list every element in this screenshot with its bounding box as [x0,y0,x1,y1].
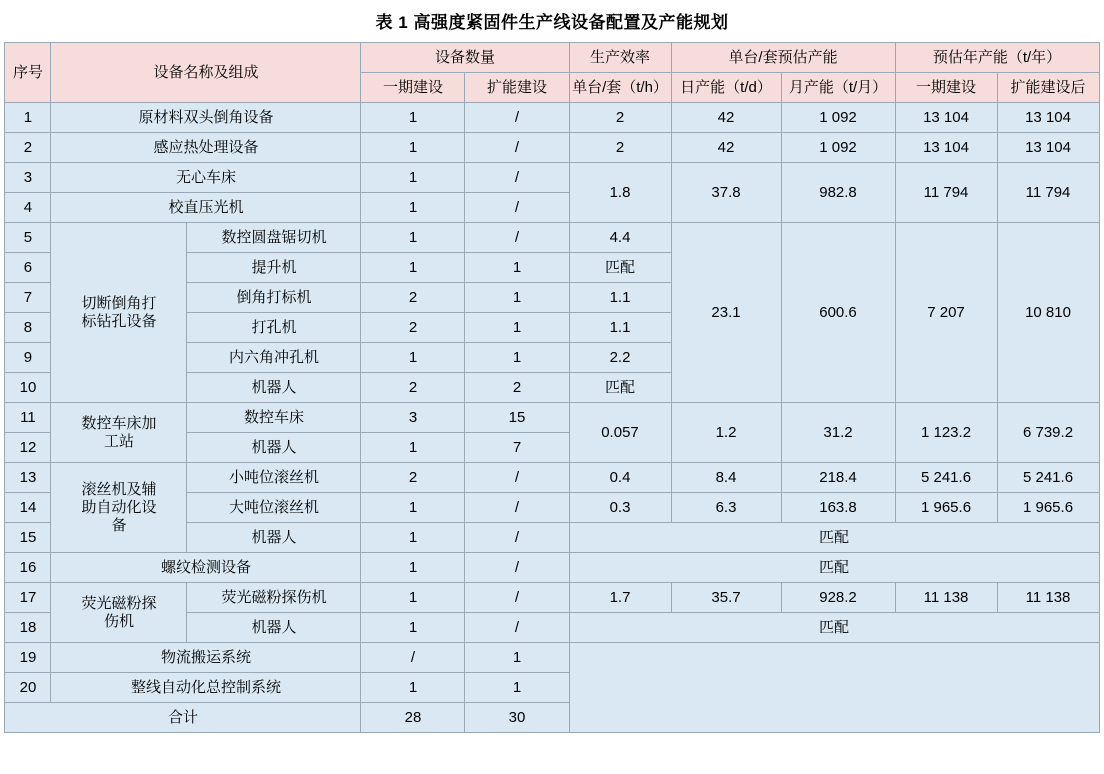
cell-qty2: / [465,613,569,643]
cell-seq: 9 [5,343,51,373]
group-line-2: 伤机 [103,612,134,630]
cell-day-capacity: 35.7 [671,583,781,613]
cell-seq: 14 [5,493,51,523]
cell-qty1: 1 [361,613,465,643]
cell-qty2: 1 [465,313,569,343]
table-row [5,463,1099,493]
cell-qty1: / [361,643,465,673]
header-day-capacity: 日产能（t/d） [671,73,781,103]
cell-total-qty1: 28 [361,703,465,733]
cell-efficiency: 0.4 [569,463,671,493]
cell-name: 校直压光机 [51,193,361,223]
cell-year-expand: 13 104 [997,103,1099,133]
cell-month-capacity: 982.8 [781,163,895,223]
cell-qty2: 1 [465,283,569,313]
cell-qty2: / [465,523,569,553]
cell-seq: 15 [5,523,51,553]
cell-qty2: 1 [465,643,569,673]
cell-seq: 7 [5,283,51,313]
cell-year-phase1: 13 104 [895,133,997,163]
cell-seq: 18 [5,613,51,643]
cell-name: 原材料双头倒角设备 [51,103,361,133]
table-body [5,103,1099,733]
cell-name: 机器人 [187,613,361,643]
cell-efficiency: 匹配 [569,373,671,403]
cell-seq: 4 [5,193,51,223]
cell-qty1: 1 [361,223,465,253]
cell-qty1: 1 [361,343,465,373]
cell-efficiency: 2 [569,133,671,163]
cell-qty2: 15 [465,403,569,433]
cell-qty2: / [465,583,569,613]
cell-qty1: 1 [361,253,465,283]
cell-total-qty2: 30 [465,703,569,733]
cell-seq: 8 [5,313,51,343]
cell-seq: 19 [5,643,51,673]
cell-name: 荧光磁粉探伤机 [187,583,361,613]
cell-qty1: 2 [361,463,465,493]
cell-year-phase1: 11 138 [895,583,997,613]
cell-day-capacity: 42 [671,103,781,133]
cell-efficiency: 2 [569,103,671,133]
cell-qty2: / [465,463,569,493]
cell-name: 物流搬运系统 [51,643,361,673]
cell-qty1: 1 [361,193,465,223]
cell-year-expand: 5 241.6 [997,463,1099,493]
table-row [5,133,1099,163]
cell-qty1: 1 [361,493,465,523]
cell-name: 小吨位滚丝机 [187,463,361,493]
cell-efficiency: 1.7 [569,583,671,613]
cell-seq: 12 [5,433,51,463]
cell-year-phase1: 1 123.2 [895,403,997,463]
cell-qty2: / [465,493,569,523]
cell-efficiency: 匹配 [569,253,671,283]
table-row [5,103,1099,133]
cell-day-capacity: 37.8 [671,163,781,223]
cell-year-expand: 10 810 [997,223,1099,403]
cell-seq: 13 [5,463,51,493]
cell-month-capacity: 163.8 [781,493,895,523]
cell-qty1: 1 [361,553,465,583]
cell-group-name-cut [51,223,187,403]
cell-seq: 3 [5,163,51,193]
cell-seq: 6 [5,253,51,283]
cell-day-capacity: 8.4 [671,463,781,493]
cell-seq: 1 [5,103,51,133]
group-line-2: 标钻孔设备 [81,312,157,330]
group-line-2: 助自动化设 [81,498,157,516]
cell-year-phase1: 11 794 [895,163,997,223]
header-unit-capacity-group: 单台/套预估产能 [671,43,895,73]
header-year-group: 预估年产能（t/年） [895,43,1099,73]
header-qty-phase1: 一期建设 [361,73,465,103]
cell-name: 无心车床 [51,163,361,193]
cell-name: 数控圆盘锯切机 [187,223,361,253]
cell-span-note: 匹配 [569,523,1099,553]
cell-group-name-cnc [51,403,187,463]
cell-qty1: 2 [361,313,465,343]
cell-month-capacity: 928.2 [781,583,895,613]
group-line-2: 工站 [103,432,134,450]
cell-seq: 17 [5,583,51,613]
cell-qty1: 1 [361,163,465,193]
cell-month-capacity: 600.6 [781,223,895,403]
cell-efficiency: 1.1 [569,313,671,343]
group-line-1: 数控车床加 [81,414,157,432]
cell-qty2: / [465,163,569,193]
page-title: 表 1 高强度紧固件生产线设备配置及产能规划 [375,13,729,32]
cell-empty [569,643,1099,733]
cell-year-expand: 6 739.2 [997,403,1099,463]
cell-month-capacity: 218.4 [781,463,895,493]
cell-day-capacity: 23.1 [671,223,781,403]
header-name: 设备名称及组成 [51,43,361,103]
cell-month-capacity: 1 092 [781,133,895,163]
table-row [5,163,1099,193]
cell-name: 螺纹检测设备 [51,553,361,583]
group-line-3: 备 [111,516,127,534]
cell-month-capacity: 31.2 [781,403,895,463]
cell-qty2: 1 [465,673,569,703]
cell-seq: 5 [5,223,51,253]
header-year-expand: 扩能建设后 [997,73,1099,103]
cell-year-expand: 11 794 [997,163,1099,223]
cell-name: 内六角冲孔机 [187,343,361,373]
cell-qty1: 2 [361,373,465,403]
table-row [5,583,1099,613]
cell-name: 打孔机 [187,313,361,343]
cell-year-expand: 1 965.6 [997,493,1099,523]
cell-efficiency: 1.8 [569,163,671,223]
group-line-1: 切断倒角打 [81,294,157,312]
cell-qty1: 1 [361,103,465,133]
header-month-capacity: 月产能（t/月） [781,73,895,103]
cell-name: 大吨位滚丝机 [187,493,361,523]
table-row [5,643,1099,673]
header-qty-expand: 扩能建设 [465,73,569,103]
cell-name: 数控车床 [187,403,361,433]
cell-efficiency: 2.2 [569,343,671,373]
cell-qty1: 1 [361,523,465,553]
cell-year-phase1: 1 965.6 [895,493,997,523]
cell-name: 机器人 [187,433,361,463]
cell-name: 机器人 [187,373,361,403]
cell-name: 机器人 [187,523,361,553]
header-efficiency-unit: 单台/套（t/h） [569,73,671,103]
cell-group-name-roll [51,463,187,553]
equipment-capacity-table [4,42,1099,733]
cell-qty2: / [465,103,569,133]
header-row-1 [5,43,1099,73]
cell-month-capacity: 1 092 [781,103,895,133]
cell-seq: 16 [5,553,51,583]
cell-efficiency: 0.057 [569,403,671,463]
cell-day-capacity: 42 [671,133,781,163]
cell-seq: 20 [5,673,51,703]
cell-day-capacity: 1.2 [671,403,781,463]
cell-qty2: / [465,553,569,583]
cell-qty2: 1 [465,253,569,283]
header-qty-group: 设备数量 [361,43,569,73]
cell-year-expand: 11 138 [997,583,1099,613]
table-row [5,223,1099,253]
cell-year-phase1: 13 104 [895,103,997,133]
cell-span-note: 匹配 [569,613,1099,643]
table-row [5,553,1099,583]
group-line-1: 荧光磁粉探 [81,594,157,612]
table-row [5,403,1099,433]
cell-seq: 11 [5,403,51,433]
cell-efficiency: 0.3 [569,493,671,523]
cell-seq: 10 [5,373,51,403]
cell-qty1: 3 [361,403,465,433]
cell-qty2: / [465,223,569,253]
cell-year-phase1: 5 241.6 [895,463,997,493]
header-efficiency-group: 生产效率 [569,43,671,73]
cell-name: 倒角打标机 [187,283,361,313]
cell-qty2: / [465,193,569,223]
cell-qty2: 1 [465,343,569,373]
cell-efficiency: 1.1 [569,283,671,313]
cell-name: 整线自动化总控制系统 [51,673,361,703]
cell-qty1: 2 [361,283,465,313]
cell-seq: 2 [5,133,51,163]
cell-qty2: 7 [465,433,569,463]
cell-qty1: 1 [361,583,465,613]
cell-qty2: / [465,133,569,163]
cell-efficiency: 4.4 [569,223,671,253]
cell-year-expand: 13 104 [997,133,1099,163]
group-line-1: 滚丝机及辅 [81,480,157,498]
cell-total-label: 合计 [5,703,361,733]
cell-qty1: 1 [361,133,465,163]
cell-qty2: 2 [465,373,569,403]
cell-name: 提升机 [187,253,361,283]
cell-group-name-mag [51,583,187,643]
header-seq: 序号 [5,43,51,103]
table-header [5,43,1099,103]
cell-year-phase1: 7 207 [895,223,997,403]
cell-span-note: 匹配 [569,553,1099,583]
cell-qty1: 1 [361,673,465,703]
cell-day-capacity: 6.3 [671,493,781,523]
cell-name: 感应热处理设备 [51,133,361,163]
cell-qty1: 1 [361,433,465,463]
header-year-phase1: 一期建设 [895,73,997,103]
